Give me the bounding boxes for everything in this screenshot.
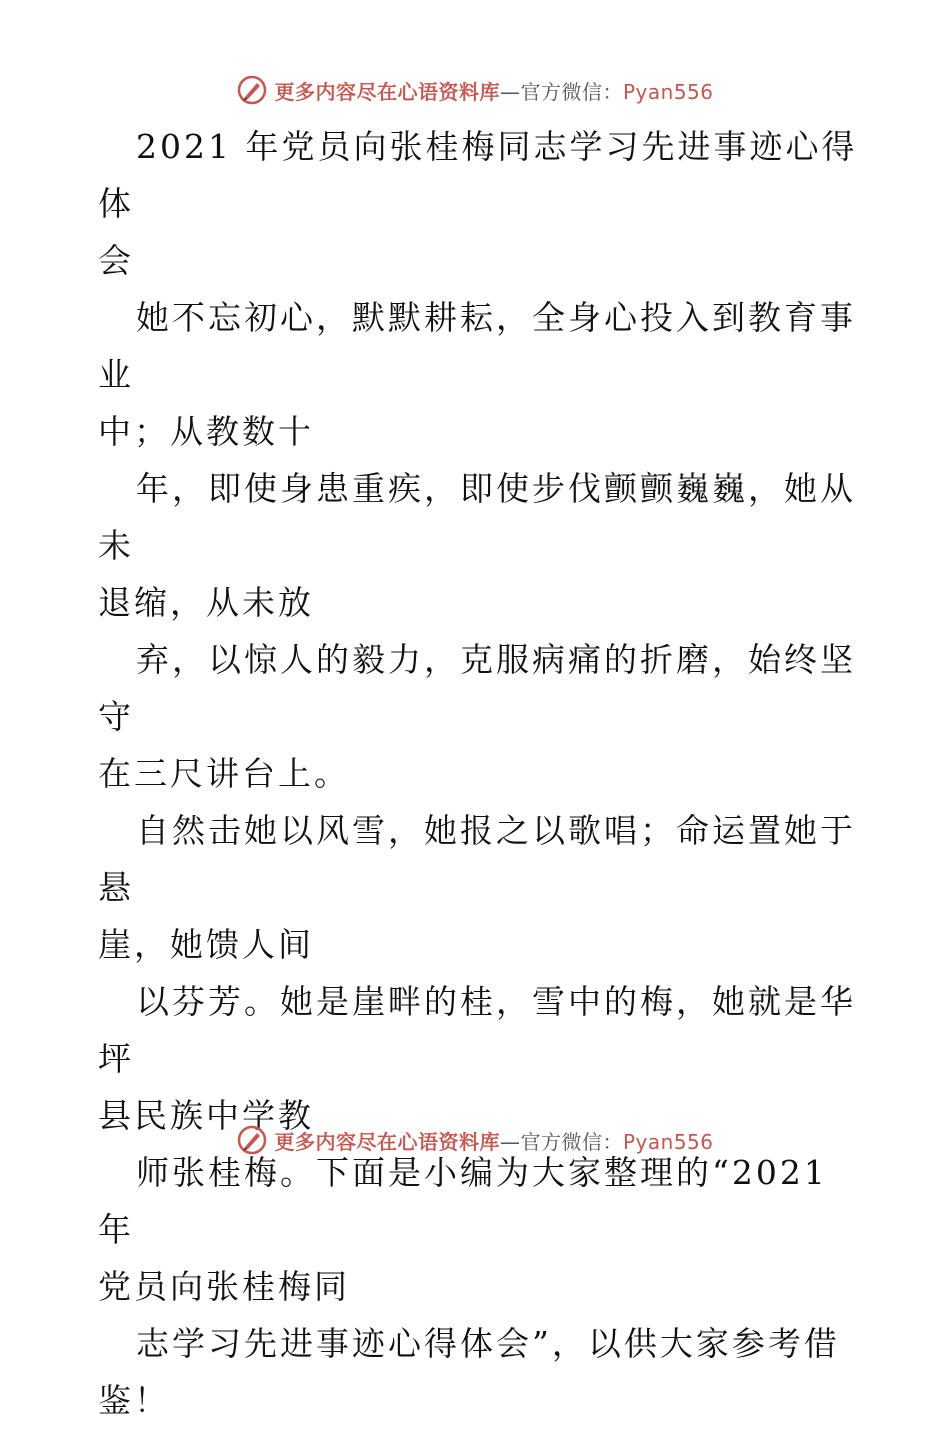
paragraph-line: 党员向张桂梅同	[98, 1267, 350, 1306]
paragraph-line: 志学习先进事迹心得体会”，以供大家参考借	[136, 1324, 840, 1363]
document-title-line: 会	[98, 241, 134, 280]
paragraph-line: 崖，她馈人间	[98, 925, 314, 964]
footer-banner-text	[274, 1126, 713, 1155]
footer-wechat-label: 官方微信：	[520, 1129, 623, 1154]
footer-site-text: 更多内容尽在心语资料库	[274, 1129, 500, 1154]
footer-wechat-id: Pyan556	[622, 1129, 714, 1154]
paragraph-line: 退缩，从未放	[98, 583, 314, 622]
paragraph-line: 在三尺讲台上。	[98, 754, 350, 793]
document-title-line: 2021 年党员向张桂梅同志学习先进事迹心得体	[98, 127, 858, 223]
header-site-text: 更多内容尽在心语资料库	[274, 79, 500, 104]
header-banner-text	[274, 76, 713, 105]
paragraph-line: 自然击她以风雪，她报之以歌唱；命运置她于悬	[98, 811, 856, 907]
header-banner	[0, 70, 950, 110]
footer-separator: —	[499, 1129, 521, 1154]
paragraph-line: 中；从教数十	[98, 412, 314, 451]
paragraph-line: 弃，以惊人的毅力，克服病痛的折磨，始终坚守	[98, 640, 856, 736]
quill-logo-icon	[236, 1124, 268, 1156]
paragraph-line: 师张桂梅。下面是小编为大家整理的“2021 年	[98, 1153, 828, 1249]
paragraph-line: 年，即使身患重疾，即使步伐颤颤巍巍，她从未	[98, 469, 856, 565]
footer-banner	[0, 1120, 950, 1160]
paragraph-line: 她不忘初心，默默耕耘，全身心投入到教育事业	[98, 298, 856, 394]
header-wechat-id: Pyan556	[622, 79, 714, 104]
paragraph-line: 以芬芳。她是崖畔的桂，雪中的梅，她就是华坪	[98, 982, 856, 1078]
document-text	[98, 118, 858, 1429]
paragraph-line: 鉴！	[98, 1381, 170, 1420]
header-wechat-label: 官方微信：	[520, 79, 623, 104]
paragraph-line: 县民族中学教	[98, 1096, 314, 1135]
document-body	[98, 118, 858, 1429]
header-separator: —	[499, 79, 521, 104]
quill-logo-icon	[236, 74, 268, 106]
